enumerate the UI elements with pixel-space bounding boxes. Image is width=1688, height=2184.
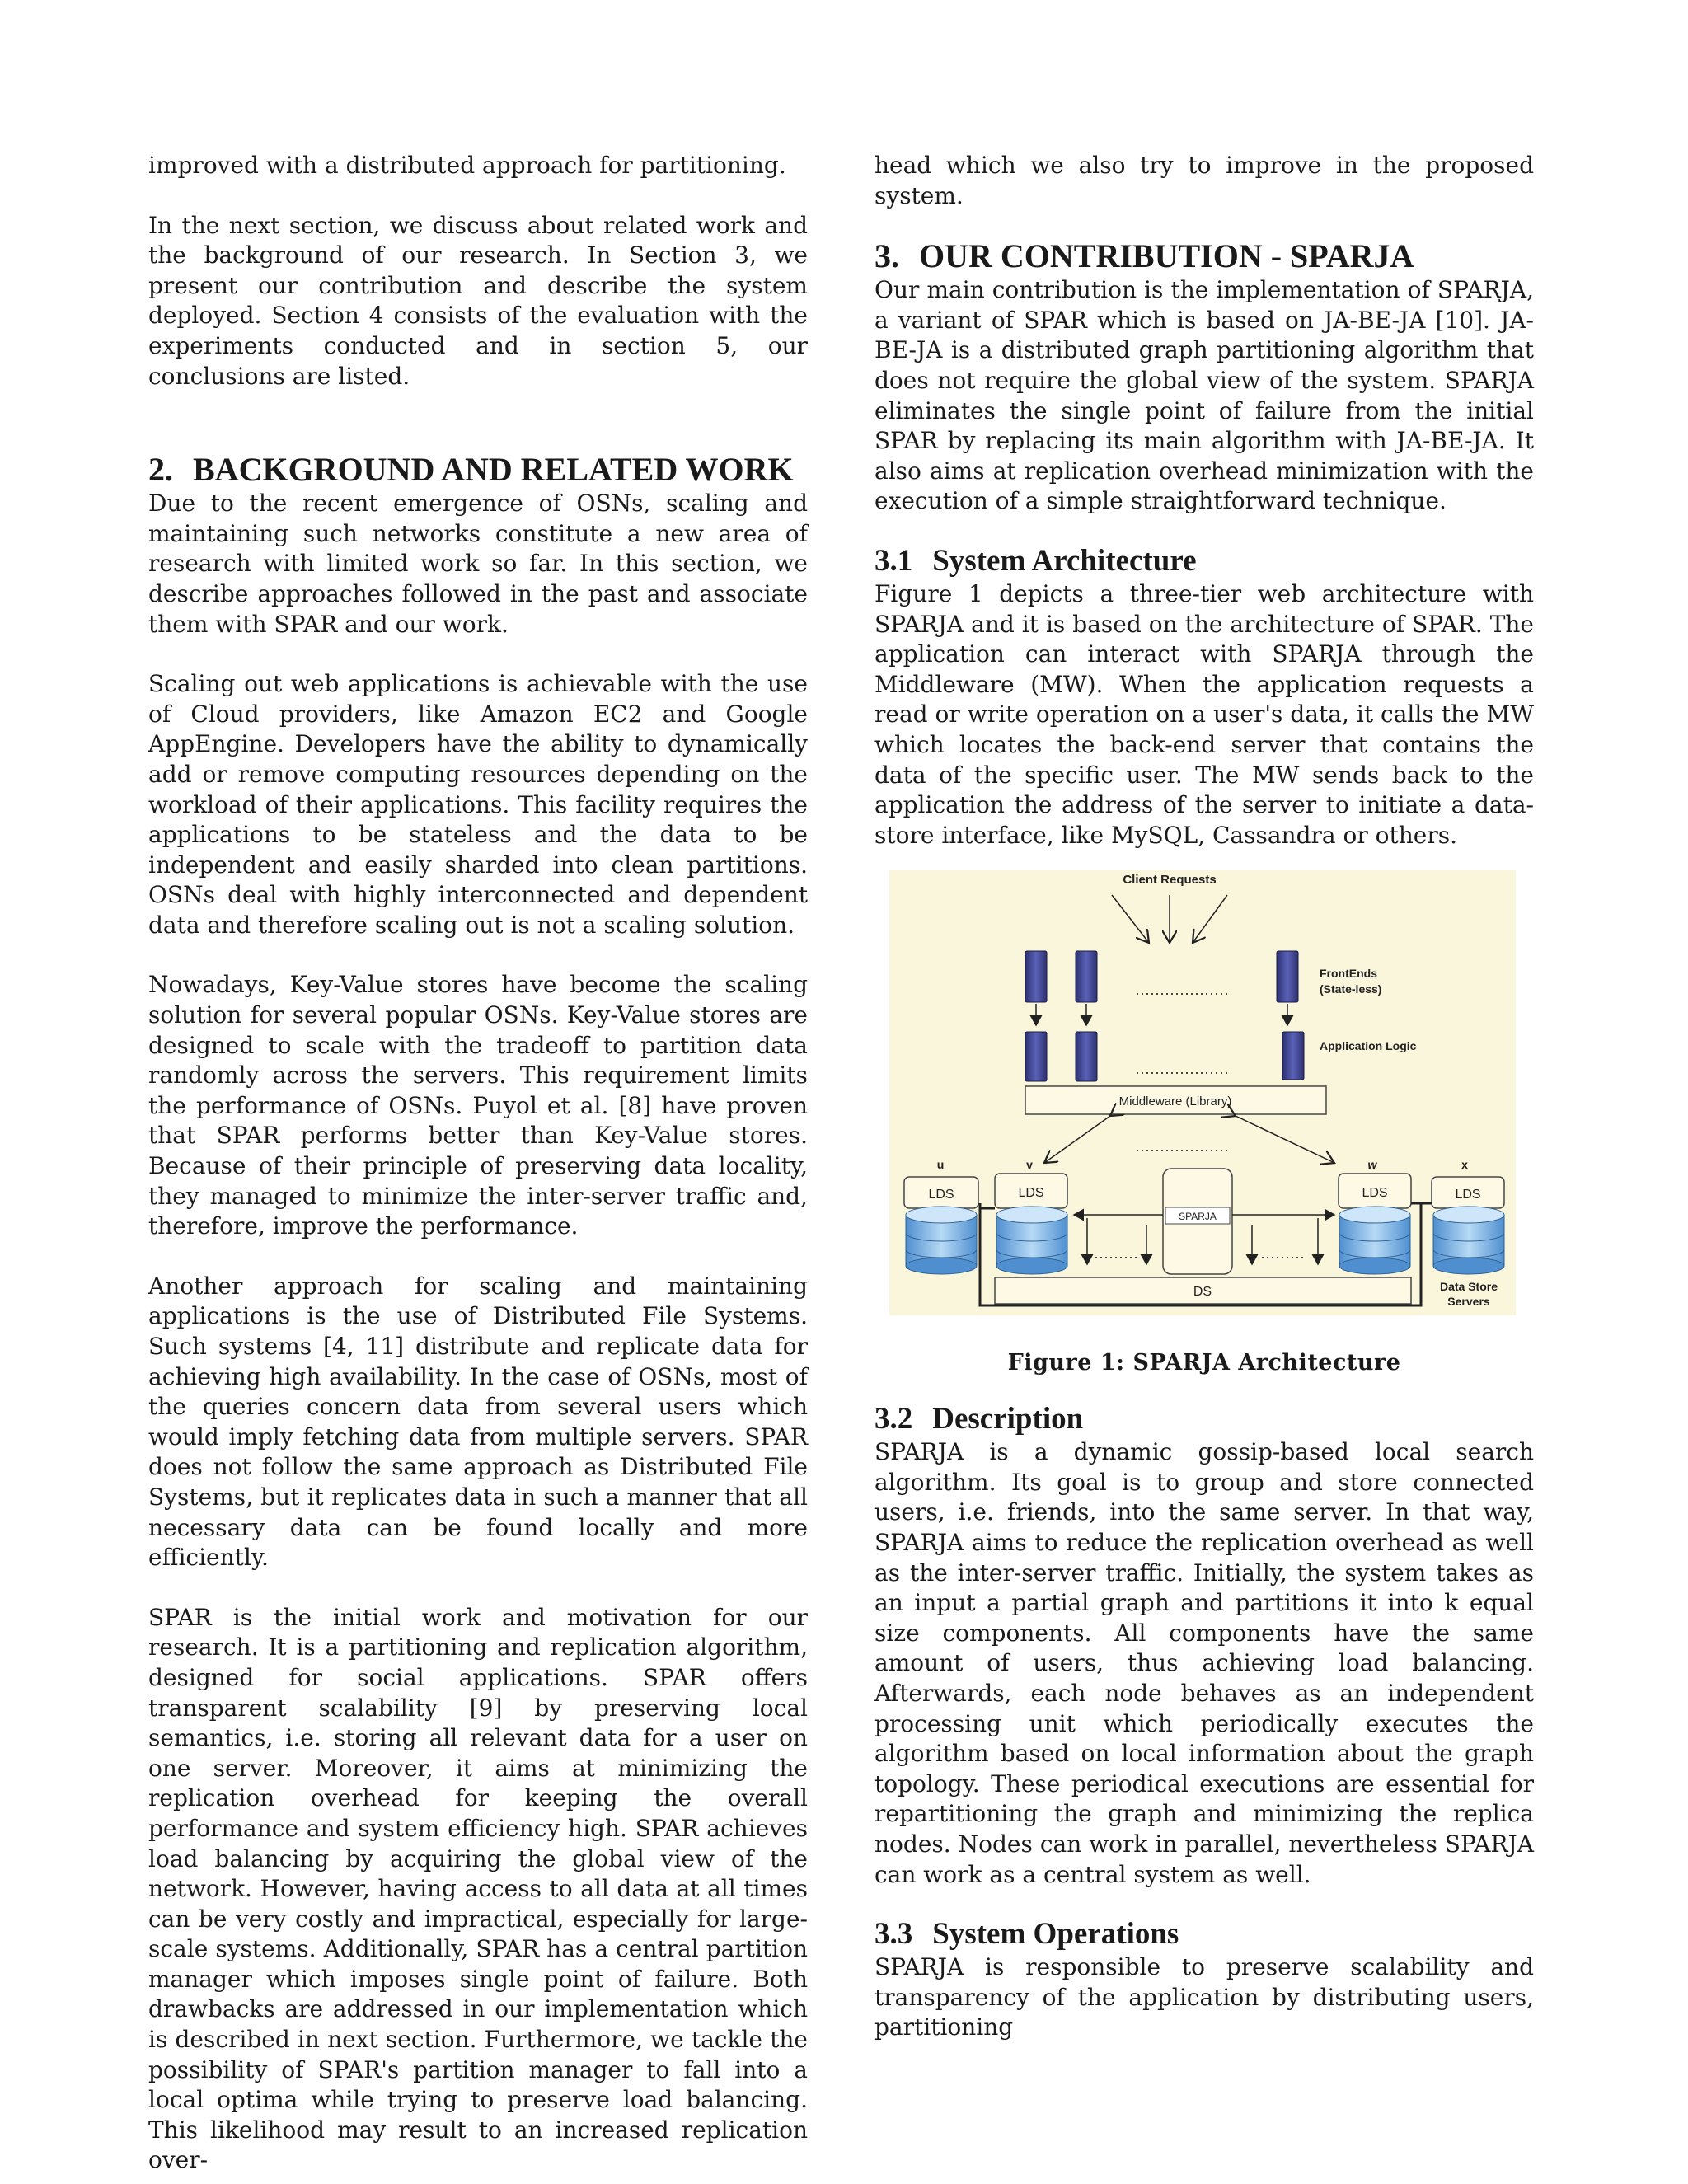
request-arrow <box>1112 895 1149 943</box>
section-heading <box>148 451 808 489</box>
section-number: 3.2 <box>874 1402 913 1436</box>
paragraph: SPARJA is responsible to preserve scalability and transparency of the application by distributing users, partitioning <box>874 1953 1534 2041</box>
frontend-server-icon <box>1076 951 1097 1002</box>
subsection-heading <box>874 1401 1534 1437</box>
frontends-label: FrontEnds <box>1320 967 1377 981</box>
lds-label: LDS <box>1018 1186 1044 1201</box>
ds-label: DS <box>1193 1285 1212 1300</box>
paragraph: In the next section, we discuss about related work and the background of our research. In Section 3, we present our contribution and describe the system deployed. Section 4 consists of the evaluation with the experiments conducted and in section 5, our conclusions are listed. <box>148 211 808 390</box>
database-disk-icon <box>906 1207 977 1274</box>
right-column <box>874 151 1534 2043</box>
figure-caption: Figure 1: SPARJA Architecture <box>1007 1350 1401 1376</box>
paragraph: Our main contribution is the implementation of SPARJA, a variant of SPAR which is based on JA-BE-JA [10]. JA-BE-JA is a distributed graph partitioning algorithm that does not require the global view of the system. SPARJA eliminates the single point of failure from the initial SPAR by replacing its main algorithm with JA-BE-JA. It also aims at replication overhead minimization with the execution of a simple straightforward technique. <box>874 276 1534 515</box>
paragraph: SPAR is the initial work and motivation for our research. It is a partitioning and replication algorithm, designed for social applications. SPAR offers transparent scalability [9] by preserving local semantics, i.e. storing all relevant data for a user on one server. Moreover, it aims at minimizing the replication overhead for keeping the overall performance and system efficiency high. SPAR achieves load balancing by acquiring the global view of the network. However, having access to all data at all times can be very costly and impractical, especially for large-scale systems. Additionally, SPAR has a central partition manager which imposes single point of failure. Both drawbacks are addressed in our implementation which is described in next section. Furthermore, we tackle the possibility of SPAR's partition manager to fall into a local optima while trying to preserve load balancing. This likelihood may result to an increased replication over- <box>148 1603 808 2174</box>
servers-label: Servers <box>1447 1295 1490 1309</box>
data-store-label: Data Store <box>1439 1280 1498 1294</box>
section-title: System Operations <box>932 1917 1179 1952</box>
section-title: Description <box>932 1402 1084 1436</box>
frontend-server-icon <box>1025 951 1047 1002</box>
paragraph: Another approach for scaling and maintaining applications is the use of Distributed File Systems. Such systems [4, 11] distribute and replicate data for achieving high availability. In the case of OSNs, most of the queries concern data from several users which would imply fetching data from multiple servers. SPAR does not follow the same approach as Distributed File Systems, but it replicates data in such a manner that all necessary data can be found locally and more efficiently. <box>148 1272 808 1572</box>
section-title: System Architecture <box>932 543 1197 578</box>
lds-label: LDS <box>1362 1186 1388 1201</box>
database-disk-icon <box>1339 1207 1410 1274</box>
server-letter-v: v <box>1026 1158 1033 1172</box>
paragraph: Due to the recent emergence of OSNs, scaling and maintaining such networks constitute a new area of research with limited work so far. In this section, we describe approaches followed in the past and associate them with SPAR and our work. <box>148 490 808 638</box>
server-letter-x: x <box>1461 1158 1468 1172</box>
section-number: 3.1 <box>874 543 913 578</box>
lds-label: LDS <box>1455 1188 1481 1202</box>
app-server-icon <box>1025 1032 1047 1081</box>
arrow <box>1236 1116 1334 1163</box>
section-number: 2. <box>148 451 173 489</box>
lds-label: LDS <box>928 1188 954 1202</box>
request-arrow <box>1193 895 1227 943</box>
section-heading <box>874 237 1534 275</box>
figure-sparja-architecture <box>889 870 1516 1315</box>
subsection-heading <box>874 543 1534 579</box>
section-title: BACKGROUND AND RELATED WORK <box>193 451 794 489</box>
sparja-label: SPARJA <box>1179 1211 1217 1223</box>
subsection-heading <box>874 1916 1534 1952</box>
left-column <box>148 151 808 2176</box>
application-logic-label: Application Logic <box>1320 1039 1417 1053</box>
server-letter-u: u <box>936 1158 945 1172</box>
paragraph: SPARJA is a dynamic gossip-based local search algorithm. Its goal is to group and store connected users, i.e. friends, into the same server. In that way, SPARJA aims to reduce the replication overhead as well as the inter-server traffic. Initially, the system takes as an input a partial graph and partitions it into k equal size components. All components have the same amount of users, thus achieving load balancing. Afterwards, each node behaves as an independent processing unit which periodically executes the algorithm based on local information about the graph topology. These periodical executions are essential for repartitioning the graph and minimizing the replica nodes. Nodes can work in parallel, nevertheless SPARJA can work as a central system as well. <box>874 1438 1534 1888</box>
paragraph: Nowadays, Key-Value stores have become the scaling solution for several popular OSNs. Key-Value stores are designed to scale with the tradeoff to partition data randomly across the servers. This requirement limits the performance of OSNs. Puyol et al. [8] have proven that SPAR performs better than Key-Value stores. Because of their principle of preserving data locality, they managed to minimize the inter-server traffic and, therefore, improve the performance. <box>148 971 808 1240</box>
paragraph: head which we also try to improve in the proposed system. <box>874 152 1534 209</box>
section-number: 3.3 <box>874 1917 913 1952</box>
section-title: OUR CONTRIBUTION - SPARJA <box>919 237 1414 275</box>
database-disk-icon <box>1433 1207 1504 1274</box>
middleware-label: Middleware (Library) <box>1118 1094 1232 1109</box>
paragraph: Figure 1 depicts a three-tier web architecture with SPARJA and it is based on the architecture of SPAR. The application can interact with SPARJA through the Middleware (MW). When the application requests a read or write operation on a user's data, it calls the MW which locates the back-end server that contains the data of the specific user. The MW sends back to the application the address of the server to initiate a data-store interface, like MySQL, Cassandra or others. <box>874 579 1534 849</box>
app-server-icon <box>1076 1032 1097 1081</box>
section-number: 3. <box>874 237 899 275</box>
database-disk-icon <box>996 1207 1067 1274</box>
paragraph: improved with a distributed approach for partitioning. <box>148 152 786 179</box>
frontend-server-icon <box>1277 951 1298 1002</box>
stateless-label: (State-less) <box>1320 982 1382 996</box>
server-letter-w: w <box>1367 1158 1377 1172</box>
architecture-diagram <box>889 870 1516 1315</box>
paragraph: Scaling out web applications is achievable with the use of Cloud providers, like Amazon EC2 and Google AppEngine. Developers have the ability to dynamically add or remove computing resources depending on the workload of their applications. This facility requires the applications to be stateless and the data to be independent and easily sharded into clean partitions. OSNs deal with highly interconnected and dependent data and therefore scaling out is not a scaling solution. <box>148 670 808 939</box>
app-server-icon <box>1282 1032 1304 1080</box>
arrow <box>1044 1116 1110 1163</box>
client-requests-label: Client Requests <box>1123 873 1217 888</box>
